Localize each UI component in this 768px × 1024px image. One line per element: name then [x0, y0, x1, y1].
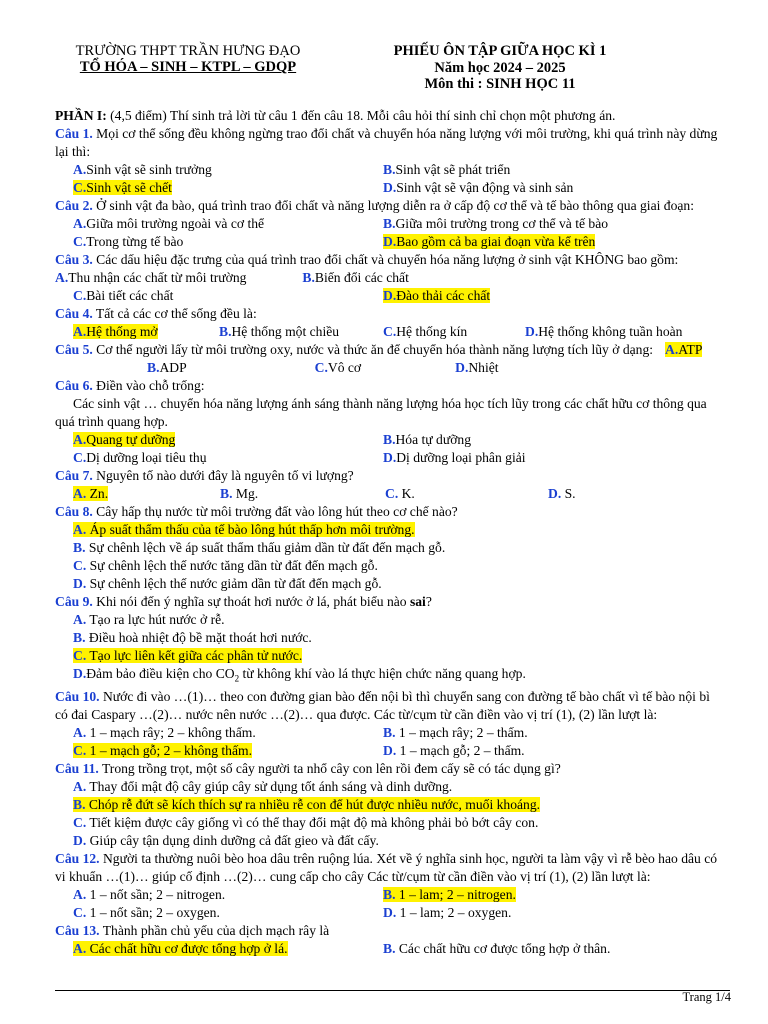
option[interactable]: A. Áp suất thẩm thấu của tế bào lông hút thấp hơn môi trường. — [73, 522, 415, 537]
options-3b — [55, 287, 725, 305]
options-10b — [55, 742, 725, 760]
option[interactable]: C. K. — [385, 486, 415, 501]
question-3: Câu 3. Các dấu hiệu đặc trưng của quá trình trao đổi chất và chuyển hóa năng lượng ở sinh vật KHÔNG bao gồm:A.Thu nhận các chất từ môi trường B.Biến đổi các chất — [55, 252, 679, 285]
option[interactable]: D. 1 – lam; 2 – oxygen. — [383, 904, 512, 920]
question-4: Câu 4. Tất cả các cơ thể sống đều là: — [55, 306, 257, 321]
option[interactable]: D.Đào thải các chất — [383, 288, 491, 303]
worksheet-title: PHIẾU ÔN TẬP GIỮA HỌC KÌ 1 — [393, 43, 607, 59]
option[interactable]: C.Trong từng tế bào — [73, 234, 184, 249]
options-12a — [55, 886, 725, 904]
page-number: Trang 1/4 — [682, 990, 731, 1004]
options-2b — [55, 233, 725, 251]
question-13: Câu 13. Thành phần chủ yếu của dịch mạch rây là — [55, 922, 330, 938]
option[interactable]: B.Sinh vật sẽ phát triển — [383, 162, 511, 177]
question-6-body: Các sinh vật … chuyển hóa năng lượng ánh sáng thành năng lượng hóa học tích lũy trong các chất hữu cơ thông qua quá trình quang hợp. — [55, 396, 707, 429]
option[interactable]: B.Hóa tự dưỡng — [383, 432, 472, 447]
option[interactable]: C. Tạo lực liên kết giữa các phân tử nước. — [73, 648, 303, 663]
option[interactable]: A.Sinh vật sẽ sinh trưởng — [73, 162, 212, 177]
options-1a — [55, 161, 725, 179]
option[interactable]: A.Giữa môi trường ngoài và cơ thể — [73, 216, 265, 231]
option[interactable]: D. Giúp cây tận dụng dinh dưỡng cả đất gieo và đất cấy. — [73, 832, 379, 848]
option[interactable]: A. Tạo ra lực hút nước ở rễ. — [73, 612, 225, 627]
option[interactable]: A. Thay đổi mật độ cây giúp cây sử dụng tốt ánh sáng và dinh dưỡng. — [73, 778, 453, 794]
option[interactable]: D.Sinh vật sẽ vận động và sinh sản — [383, 180, 574, 195]
option[interactable]: B. Sự chênh lệch về áp suất thẩm thấu giảm dần từ đất đến mạch gỗ. — [73, 540, 446, 555]
option[interactable]: A. 1 – nốt sần; 2 – nitrogen. — [73, 886, 226, 902]
option[interactable]: A.Hệ thống mở — [73, 324, 158, 339]
part-intro: PHẦN I: (4,5 điểm) Thí sinh trả lời từ câu 1 đến câu 18. Mỗi câu hỏi thí sinh chỉ chọn một phương án. — [55, 108, 616, 123]
option[interactable]: C. Sự chênh lệch thế nước tăng dần từ đất đến mạch gỗ. — [73, 558, 378, 573]
option[interactable]: B. Điều hoà nhiệt độ bề mặt thoát hơi nước. — [73, 630, 312, 645]
option[interactable]: B.Hệ thống một chiều — [219, 324, 340, 339]
options-6a — [55, 431, 725, 449]
option[interactable]: D.Dị dưỡng loại phân giải — [383, 450, 526, 465]
option[interactable]: C.Bài tiết các chất — [73, 288, 174, 303]
option[interactable]: B. Chóp rễ đứt sẽ kích thích sự ra nhiều rễ con để hút được nhiều nước, muối khoáng. — [73, 796, 541, 812]
question-1: Câu 1. Mọi cơ thể sống đều không ngừng trao đổi chất và chuyển hóa năng lượng với môi trường, khi quá trình này dừng lại thì: — [55, 126, 718, 159]
option[interactable]: C.Sinh vật sẽ chết — [73, 180, 172, 195]
options-4 — [55, 323, 725, 341]
option[interactable]: A. Zn. — [73, 486, 109, 501]
option[interactable]: D.Bao gồm cả ba giai đoạn vừa kể trên — [383, 234, 596, 249]
option[interactable]: D.Hệ thống không tuần hoàn — [525, 324, 683, 339]
school-name: TRƯỜNG THPT TRẦN HƯNG ĐẠO — [75, 43, 301, 59]
option[interactable]: D. 1 – mạch gỗ; 2 – thấm. — [383, 742, 525, 758]
question-11: Câu 11. Trong trồng trọt, một số cây người ta nhổ cây con lên rồi đem cấy sẽ có tác dụng gì? — [55, 760, 561, 776]
subject-line: Môn thi : SINH HỌC 11 — [424, 76, 576, 92]
question-5: Câu 5. Cơ thể người lấy từ môi trường oxy, nước và thức ăn để chuyển hóa thành năng lượng tích lũy ở dạng: A.ATPB.ADP C.Vô cơ D.Nhiệt — [55, 342, 703, 375]
options-7 — [55, 485, 725, 503]
header-right — [370, 43, 630, 93]
question-6: Câu 6. Điền vào chỗ trống: — [55, 378, 205, 393]
footer-divider — [55, 990, 730, 991]
option[interactable]: C. 1 – nốt sần; 2 – oxygen. — [73, 904, 220, 920]
option[interactable]: D.Đảm bảo điều kiện cho $CO_2$ từ không khí vào lá thực hiện chức năng quang hợp. — [73, 666, 526, 684]
option[interactable]: D. S. — [548, 486, 576, 501]
question-7: Câu 7. Nguyên tố nào dưới đây là nguyên tố vi lượng? — [55, 468, 354, 483]
options-13a — [55, 940, 725, 958]
option[interactable]: C.Dị dưỡng loại tiêu thụ — [73, 450, 207, 465]
options-6b — [55, 449, 725, 467]
question-12: Câu 12. Người ta thường nuôi bèo hoa dâu trên ruộng lúa. Xét về ý nghĩa sinh học, người ta làm vậy vì rễ bèo hao dâu có vi khuẩn …(1)… giúp cố định …(2)… cung cấp cho cây Các từ/cụm từ cần điền vào vị trí (1), (2) lần lượt là: — [55, 850, 718, 884]
option[interactable]: C.Hệ thống kín — [383, 324, 468, 339]
option[interactable]: C. 1 – mạch gỗ; 2 – không thấm. — [73, 742, 252, 758]
option[interactable]: C. Tiết kiệm được cây giống vì có thể thay đổi mật độ mà không phải bỏ bớt cây con. — [73, 814, 539, 830]
option[interactable]: D. Sự chênh lệch thế nước giảm dần từ đất đến mạch gỗ. — [73, 576, 382, 591]
header-left — [58, 43, 318, 75]
option[interactable]: B. 1 – mạch rây; 2 – thấm. — [383, 724, 528, 740]
department-name: TỔ HÓA – SINH – KTPL – GDQP — [79, 59, 297, 75]
option[interactable]: B. 1 – lam; 2 – nitrogen. — [383, 886, 516, 902]
school-year: Năm học 2024 – 2025 — [434, 59, 566, 76]
question-8: Câu 8. Cây hấp thụ nước từ môi trường đất vào lông hút theo cơ chế nào? — [55, 504, 458, 519]
options-12b — [55, 904, 725, 922]
options-2a — [55, 215, 725, 233]
option[interactable]: B. Mg. — [220, 486, 259, 501]
option[interactable]: A.Quang tự dưỡng — [73, 432, 176, 447]
question-10: Câu 10. Nước đi vào …(1)… theo con đường gian bào đến nội bì thì chuyển sang con đường tế bào chất vì tế bào nội bì có đai Caspary …(2)… nước nên nước …(2)… qua được. Các từ/cụm từ cần điền vào vị trí (1), (2) lần lượt là: — [55, 688, 710, 722]
question-2: Câu 2. Ở sinh vật đa bào, quá trình trao đổi chất và năng lượng diễn ra ở cấp độ cơ thể và tế bào thông qua giai đoạn: — [55, 198, 694, 213]
option[interactable]: A. Các chất hữu cơ được tổng hợp ở lá. — [73, 940, 288, 956]
option[interactable]: A. 1 – mạch rây; 2 – không thấm. — [73, 724, 256, 740]
options-1b — [55, 179, 725, 197]
options-10a — [55, 724, 725, 742]
option[interactable]: B. Các chất hữu cơ được tổng hợp ở thân. — [383, 940, 611, 956]
question-list — [55, 107, 725, 958]
question-9: Câu 9. Khi nói đến ý nghĩa sự thoát hơi nước ở lá, phát biểu nào sai? — [55, 594, 432, 609]
option[interactable]: B.Giữa môi trường trong cơ thể và tế bào — [383, 216, 609, 231]
